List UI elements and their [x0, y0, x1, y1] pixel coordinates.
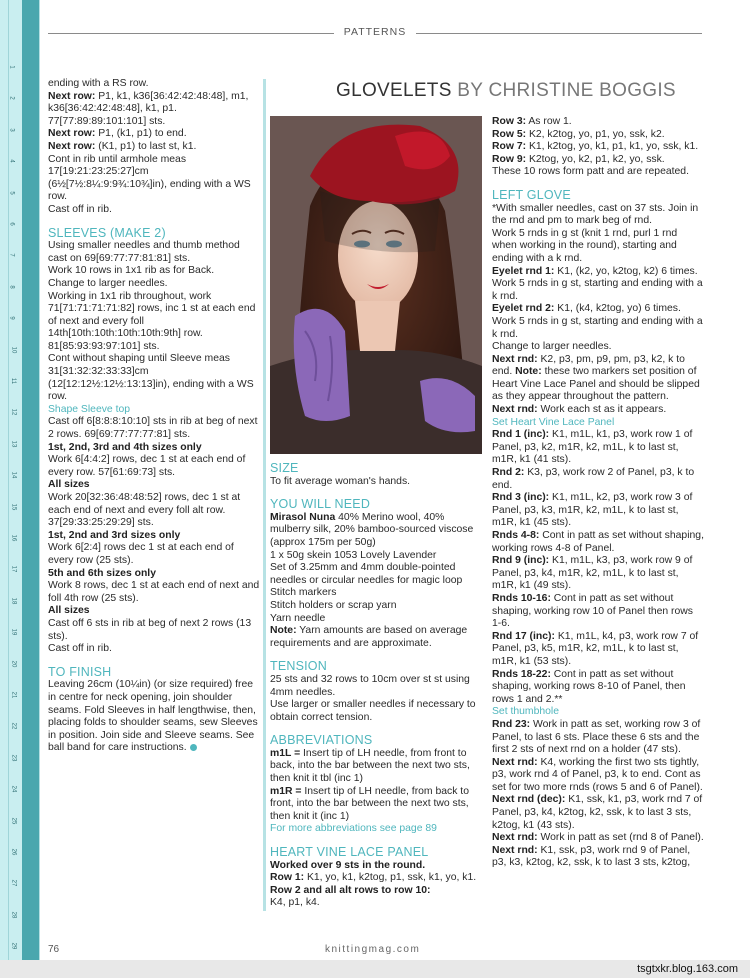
- text-line: Change to larger needles.: [48, 277, 168, 289]
- ruler-number: 29: [10, 942, 17, 950]
- text-line: Cast off 6 sts in rib at beg of next 2 rows (13 sts).: [48, 617, 252, 642]
- ruler-number: 19: [10, 628, 17, 636]
- ruler-number: 17: [10, 566, 17, 573]
- instruction: Next rnd: K4, working the first two sts tightly, p3, work rnd 4 of Panel, p3, k to end. Cont as set for two more rnds (rows 5 and 6 of Panel).: [492, 756, 703, 793]
- instruction: Eyelet rnd 2: K1, (k4, k2tog, yo) 6 times.: [492, 303, 681, 315]
- ruler-number: 14: [10, 471, 17, 479]
- text-line: Yarn needle: [270, 612, 326, 624]
- instruction: Next row: (K1, p1) to last st, k1.: [48, 140, 197, 152]
- heading-abbreviations: ABBREVIATIONS: [270, 733, 373, 748]
- instruction: Next row: P1, (k1, p1) to end.: [48, 128, 187, 140]
- heading-heart-vine: HEART VINE LACE PANEL: [270, 845, 429, 860]
- instruction: Next rnd: Work each st as it appears.: [492, 404, 667, 416]
- instruction: Rnd 17 (inc): K1, m1L, k4, p3, work row 7 of Panel, p3, k5, m1R, k2, m1L, k to last st, m1R, k1 (53 sts).: [492, 630, 699, 667]
- size-label: 1st, 2nd and 3rd sizes only: [48, 529, 181, 541]
- text-line: Worked over 9 sts in the round.: [270, 859, 426, 871]
- section-header: PATTERNS: [343, 26, 407, 38]
- ruler-number: 24: [10, 785, 17, 793]
- heading-to-finish: TO FINISH: [48, 664, 112, 679]
- subheading-thumbhole: Set thumbhole: [492, 706, 560, 718]
- ruler-number: 2: [8, 96, 15, 101]
- footer-site: knittingmag.com: [325, 944, 421, 955]
- ruler-number: 22: [10, 723, 17, 730]
- instruction: Rnd 23: Work in patt as set, working row 3 of Panel, to last 6 sts. Place these 6 sts and the first 2 sts of next rnd on a holder (47 sts).: [492, 718, 701, 756]
- column-1: [48, 78, 260, 755]
- text-line: Work 6[4:4:2] rows, dec 1 st at each end of every row. 57[61:69:73] sts.: [48, 454, 246, 478]
- watermark-text: tsgtxkr.blog.163.com: [637, 963, 738, 975]
- text-line: These 10 rows form patt and are repeated.: [492, 166, 689, 178]
- instruction: Row 7: K1, k2tog, yo, k1, p1, k1, yo, ssk, k1.: [492, 141, 699, 153]
- ruler-number: 3: [8, 128, 15, 132]
- instruction: Rnd 1 (inc): K1, m1L, k1, p3, work row 1 of Panel, p3, k2, m1R, k2, m1L, k to last st, m1R, k1 (41 sts).: [492, 429, 693, 466]
- text-line: Use larger or smaller needles if necessary to obtain correct tension.: [270, 699, 476, 723]
- ruler-number: 10: [10, 346, 17, 353]
- size-label: 5th and 6th sizes only: [48, 567, 156, 579]
- instruction: Next rnd: Work in patt as set (rnd 8 of Panel).: [492, 832, 704, 844]
- column-2: [270, 452, 482, 910]
- text-line: 1 x 50g skein 1053 Lovely Lavender: [270, 549, 437, 561]
- ruler-number: 13: [10, 440, 17, 448]
- instruction: Next rnd: K1, ssk, p3, work rnd 9 of Panel, p3, k3, k2tog, k2, ssk, k to last 3 sts, k2tog,: [492, 844, 691, 869]
- subheading-set-panel: Set Heart Vine Lace Panel: [492, 416, 615, 428]
- ruler-number: 5: [8, 190, 15, 195]
- ruler-number: 18: [10, 597, 17, 605]
- instruction-label: Row 2 and all alt rows to row 10:: [270, 884, 431, 896]
- instruction: Next rnd (dec): K1, ssk, k1, p3, work rnd 7 of Panel, p3, k4, k2tog, k2, ssk, k to last 3 sts, k2tog, k1 (43 sts).: [492, 794, 703, 831]
- instruction: Rnd 2: K3, p3, work row 2 of Panel, p3, k to end.: [492, 467, 695, 491]
- text-line: Note: Yarn amounts are based on average requirements and are approximate.: [270, 625, 468, 649]
- column-3: [492, 116, 704, 870]
- text-line: Cast off 6[8:8:8:10:10] sts in rib at beg of next 2 rows. 69[69:77:77:77:81] sts.: [48, 416, 258, 441]
- instruction: Rnds 4-8: Cont in patt as set without shaping, working rows 4-8 of Panel.: [492, 530, 704, 554]
- text-line: Using smaller needles and thumb method cast on 69[69:77:77:81:81] sts.: [48, 240, 240, 264]
- ruler-number: 8: [8, 285, 15, 289]
- ruler-numbers: [10, 0, 20, 960]
- instruction: Row 1: K1, yo, k1, k2tog, p1, ssk, k1, yo, k1.: [270, 872, 477, 884]
- abbreviations-link: For more abbreviations see page 89: [270, 823, 437, 835]
- text-line: m1L = Insert tip of LH needle, from front to back, into the bar between the next two sts, then knit it tbl (inc 1): [270, 747, 470, 785]
- heading-size: SIZE: [270, 461, 299, 475]
- header-rule-right: [416, 33, 702, 34]
- text-line: m1R = Insert tip of LH needle, from back to front, into the bar between the next two sts, then knit it (inc 1): [270, 785, 469, 822]
- instruction: Eyelet rnd 1: K1, (k2, yo, k2tog, k2) 6 times.: [492, 265, 698, 277]
- text-line: Work 6[2:4] rows dec 1 st at each end of every row (25 sts).: [48, 542, 234, 566]
- article-title: GLOVELETS BY CHRISTINE BOGGIS: [336, 80, 676, 101]
- text-line: Cont in rib until armhole meas 17[19:21:23:25:27]cm (6½[7½:8¼:9:9¾:10¾]in), ending with a WS row.: [48, 153, 251, 203]
- text-line: Work 10 rows in 1x1 rib as for Back.: [48, 265, 215, 277]
- text-line: Work 5 rnds in g st, starting and ending with a k rnd.: [492, 278, 703, 302]
- subheading-shape-sleeve: Shape Sleeve top: [48, 403, 131, 415]
- ruler-number: 27: [10, 880, 17, 887]
- instruction: Rnds 18-22: Cont in patt as set without shaping, working rows 8-10 of Panel, then rows 1 and 2.**: [492, 668, 686, 705]
- size-label: 1st, 2nd, 3rd and 4th sizes only: [48, 441, 202, 453]
- instruction: Rnds 10-16: Cont in patt as set without shaping, working row 10 of Panel then rows 1-6.: [492, 592, 693, 630]
- ruler-number: 7: [8, 253, 15, 258]
- instruction: Row 3: As row 1.: [492, 116, 572, 127]
- instruction: Row 5: K2, k2tog, yo, p1, yo, ssk, k2.: [492, 128, 665, 140]
- ruler-number: 4: [8, 159, 15, 163]
- ruler-number: 21: [10, 691, 17, 699]
- text-line: ending with a RS row.: [48, 78, 149, 89]
- text-line: To fit average woman's hands.: [270, 475, 411, 487]
- text-line: Mirasol Nuna 40% Merino wool, 40% mulberry silk, 20% bamboo-sourced viscose (approx 175m per 50g): [270, 511, 474, 548]
- heading-you-will-need: YOU WILL NEED: [270, 497, 371, 512]
- ruler-number: 16: [10, 534, 17, 542]
- ruler-number: 11: [10, 377, 17, 385]
- text-line: 25 sts and 32 rows to 10cm over st st using 4mm needles.: [270, 673, 470, 698]
- text-line: Work 5 rnds in g st, starting and ending with a k rnd.: [492, 315, 703, 340]
- ruler-number: 6: [8, 222, 15, 226]
- text-line: Work 20[32:36:48:48:52] rows, dec 1 st at each end of next and every foll alt row. 37[29:33:25:29:29] sts.: [48, 492, 241, 529]
- text-line: Change to larger needles.: [492, 341, 612, 353]
- text-line: K4, p1, k4.: [270, 897, 320, 909]
- ruler-number: 26: [10, 848, 17, 856]
- text-line: Stitch holders or scrap yarn: [270, 599, 397, 611]
- text-line: Stitch markers: [270, 587, 337, 599]
- ruler-number: 15: [10, 503, 17, 510]
- heading-tension: TENSION: [270, 659, 327, 674]
- ruler-number: 20: [10, 660, 17, 667]
- text-line: Work 5 rnds in g st (knit 1 rnd, purl 1 rnd when working in the round), starting and ending with a k rnd.: [492, 227, 678, 264]
- text-line: Work 8 rows, dec 1 st at each end of next and foll 4th row (25 sts).: [48, 580, 260, 604]
- heading-sleeves: SLEEVES (MAKE 2): [48, 225, 166, 240]
- page-number: 76: [48, 944, 60, 955]
- ruler-number: 25: [10, 817, 17, 824]
- end-dot-icon: [190, 744, 197, 751]
- text-line: Cast off in rib.: [48, 643, 112, 655]
- instruction: Next row: P1, k1, k36[36:42:42:48:48], m1, k36[36:42:42:48:48], k1, p1. 77[77:89:89:101:101] sts.: [48, 90, 249, 127]
- instruction: Rnd 9 (inc): K1, m1L, k3, p3, work row 9 of Panel, p3, k4, m1R, k2, m1L, k to last st, m1R, k1 (49 sts).: [492, 555, 693, 592]
- instruction: Row 9: K2tog, yo, k2, p1, k2, yo, ssk.: [492, 153, 665, 165]
- ruler-number: 1: [8, 65, 15, 69]
- size-label: All sizes: [48, 605, 90, 617]
- header-rule-left: [48, 33, 334, 34]
- model-photo: [270, 116, 482, 454]
- column-divider: [263, 79, 266, 911]
- heading-left-glove: LEFT GLOVE: [492, 187, 571, 202]
- ruler-number: 9: [8, 316, 15, 320]
- ruler-number: 28: [10, 911, 17, 919]
- ruler-number: 12: [10, 409, 17, 416]
- measuring-ruler: [0, 0, 40, 960]
- text-line: Cont without shaping until Sleeve meas 31[31:32:32:33:33]cm (12[12:12½:12½:13:13]in), ending with a WS row.: [48, 353, 254, 403]
- instruction: Rnd 3 (inc): K1, m1L, k2, p3, work row 3 of Panel, p3, k3, m1R, k2, m1L, k to last st, m1R, k1 (45 sts).: [492, 492, 693, 529]
- text-line: Leaving 26cm (10¼in) (or size required) free in centre for neck opening, join shoulder seams. Fold Sleeves in half lengthwise, then, placing folds to shoulder seams, sew Sleeves in position. Join side and Sleeve seams. See ball band for care instructions.: [48, 679, 258, 754]
- text-line: Set of 3.25mm and 4mm double-pointed needles or circular needles for magic loop: [270, 562, 463, 586]
- text-line: *With smaller needles, cast on 37 sts. Join in the rnd and pm to mark beg of rnd.: [492, 202, 699, 227]
- text-line: Working in 1x1 rib throughout, work 71[71:71:71:71:82] rows, inc 1 st at each end of next and every foll 14th[10th:10th:10th:10th:9th] row. 81[85:93:93:97:101] sts.: [48, 290, 256, 352]
- instruction: Next rnd: K2, p3, pm, p9, pm, p3, k2, k to end. Note: these two markers set position of Heart Vine Lace Panel and should be slipped as they appear throughout the pattern.: [492, 353, 700, 403]
- text-line: Cast off in rib.: [48, 203, 112, 215]
- ruler-number: 23: [10, 754, 17, 762]
- size-label: All sizes: [48, 479, 90, 491]
